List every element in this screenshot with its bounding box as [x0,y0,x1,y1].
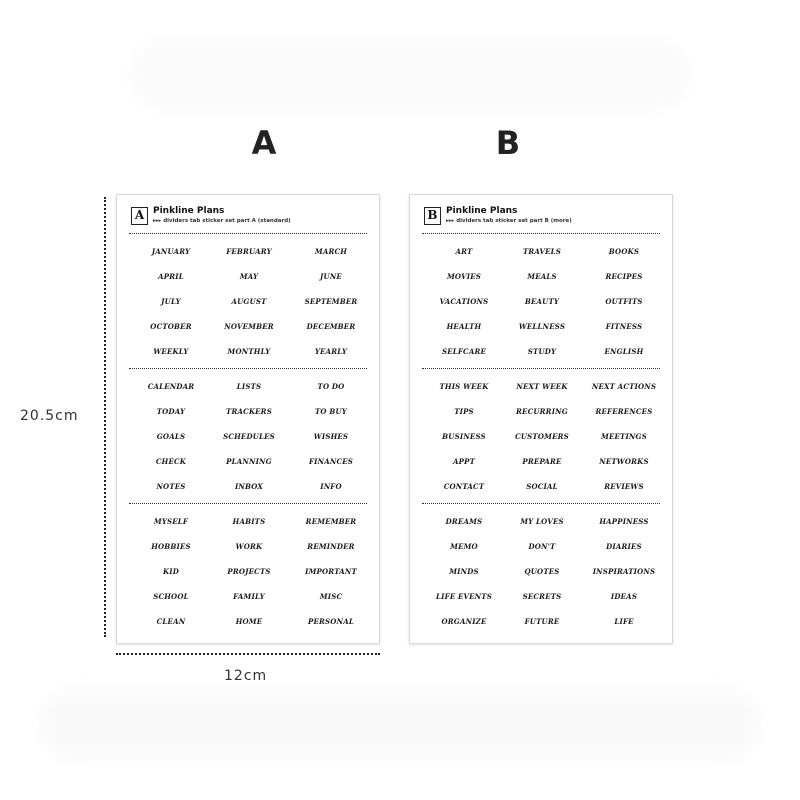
sticker-label: HOBBIES [151,542,191,551]
sticker-label: ENGLISH [604,347,644,356]
sticker-section [123,374,373,499]
sticker-label: WORK [235,542,263,551]
sticker-label: GOALS [156,432,186,441]
sticker-label: REFERENCES [595,407,653,416]
sticker-label: OCTOBER [150,322,192,331]
sticker-label: MONTHLY [227,347,271,356]
width-dimension-line [116,653,380,655]
sticker-label: PREPARE [522,457,562,466]
section-divider [422,503,660,504]
sticker-label: CUSTOMERS [515,432,569,441]
sticker-label: NETWORKS [599,457,649,466]
height-dimension-label: 20.5cm [20,408,79,424]
sticker-label: NOVEMBER [224,322,274,331]
sticker-label: PERSONAL [308,617,354,626]
sticker-label: TRACKERS [226,407,272,416]
sticker-label: BUSINESS [442,432,486,441]
sticker-label: FAMILY [233,592,265,601]
sticker-label: MEMO [450,542,478,551]
sticker-label: SECRETS [522,592,562,601]
sticker-label: JULY [161,297,181,306]
sticker-label: IMPORTANT [305,567,357,576]
brand-name: Pinkline Plans [446,206,518,216]
sticker-label: REMINDER [307,542,355,551]
brand-name: Pinkline Plans [153,206,225,216]
sticker-label: CLEAN [156,617,186,626]
sticker-label: WELLNESS [518,322,566,331]
sticker-section [123,239,373,364]
sticker-label: JUNE [320,272,342,281]
sticker-label: PLANNING [226,457,272,466]
sticker-label: CALENDAR [147,382,195,391]
sticker-label: BOOKS [608,247,640,256]
sheet-subtitle: ▸▸▸ dividers tab sticker set part B (more) [446,218,572,224]
width-dimension-label: 12cm [224,668,268,684]
sticker-label: FEBRUARY [226,247,272,256]
sticker-label: NEXT WEEK [516,382,568,391]
sticker-label: MYSELF [153,517,189,526]
sticker-label: SOCIAL [526,482,558,491]
sticker-label: TIPS [454,407,474,416]
sticker-label: WEEKLY [153,347,189,356]
sheet-header [131,205,365,229]
sticker-label: DECEMBER [306,322,356,331]
sticker-label: SELFCARE [441,347,487,356]
sticker-sheet-a [116,194,380,644]
sticker-label: TRAVELS [522,247,562,256]
sticker-label: TO DO [317,382,345,391]
section-divider [129,233,367,234]
sticker-label: MOVIES [446,272,482,281]
sticker-sheet-b [409,194,673,644]
sticker-label: MEETINGS [601,432,647,441]
sticker-label: MISC [319,592,343,601]
sticker-label: LIFE EVENTS [436,592,492,601]
sticker-label: AUGUST [231,297,267,306]
sticker-label: APRIL [158,272,184,281]
sticker-label: WISHES [313,432,349,441]
variant-label-b: B [495,124,521,162]
sticker-label: HOME [235,617,263,626]
sticker-label: QUOTES [524,567,560,576]
section-divider [422,233,660,234]
height-dimension-line [104,197,106,637]
sticker-label: FUTURE [524,617,560,626]
sheet-badge: B [424,207,441,225]
sticker-label: CONTACT [443,482,485,491]
sticker-label: MY LOVES [520,517,564,526]
sticker-label: FITNESS [605,322,643,331]
sticker-label: MEALS [527,272,557,281]
sticker-label: INSPIRATIONS [592,567,656,576]
sticker-label: STUDY [527,347,557,356]
sticker-label: HAPPINESS [599,517,649,526]
section-divider [129,368,367,369]
sticker-section [416,374,666,499]
sticker-label: MINDS [449,567,479,576]
sticker-label: JANUARY [151,247,191,256]
sticker-label: KID [162,567,180,576]
sticker-section [416,239,666,364]
sticker-label: MAY [239,272,259,281]
sticker-label: NEXT ACTIONS [591,382,657,391]
sticker-label: HABITS [232,517,266,526]
sticker-label: FINANCES [308,457,354,466]
sticker-label: DIARIES [606,542,642,551]
sticker-label: CHECK [155,457,187,466]
sticker-label: INFO [320,482,342,491]
sticker-section [123,509,373,634]
sticker-label: NOTES [156,482,186,491]
section-divider [422,368,660,369]
sticker-label: LISTS [236,382,262,391]
sticker-label: TODAY [156,407,186,416]
sticker-label: DON'T [528,542,556,551]
sheet-subtitle: ▸▸▸ dividers tab sticker set part A (standard) [153,218,291,224]
background-highlight-top [130,40,690,110]
variant-label-a: A [251,124,277,162]
sticker-label: BEAUTY [524,297,560,306]
sticker-label: DREAMS [445,517,483,526]
sticker-label: ART [455,247,473,256]
section-divider [129,503,367,504]
sticker-label: REVIEWS [604,482,644,491]
sticker-label: YEARLY [314,347,348,356]
sticker-label: IDEAS [610,592,638,601]
sticker-label: REMEMBER [305,517,357,526]
sheet-header [424,205,658,229]
sticker-label: INBOX [234,482,264,491]
background-highlight-bottom [40,690,760,760]
sticker-label: HEALTH [446,322,482,331]
sticker-label: THIS WEEK [439,382,489,391]
sticker-label: ORGANIZE [441,617,487,626]
sticker-label: LIFE [614,617,634,626]
sticker-label: APPT [453,457,475,466]
sticker-label: TO BUY [315,407,347,416]
sticker-section [416,509,666,634]
sticker-label: SEPTEMBER [304,297,358,306]
sticker-label: VACATIONS [439,297,489,306]
sticker-label: RECURRING [516,407,568,416]
sheet-badge: A [131,207,148,225]
sticker-label: SCHEDULES [223,432,275,441]
sticker-label: OUTFITS [605,297,643,306]
sticker-label: MARCH [314,247,348,256]
sticker-label: SCHOOL [153,592,189,601]
sticker-label: RECIPES [605,272,643,281]
sticker-label: PROJECTS [227,567,271,576]
